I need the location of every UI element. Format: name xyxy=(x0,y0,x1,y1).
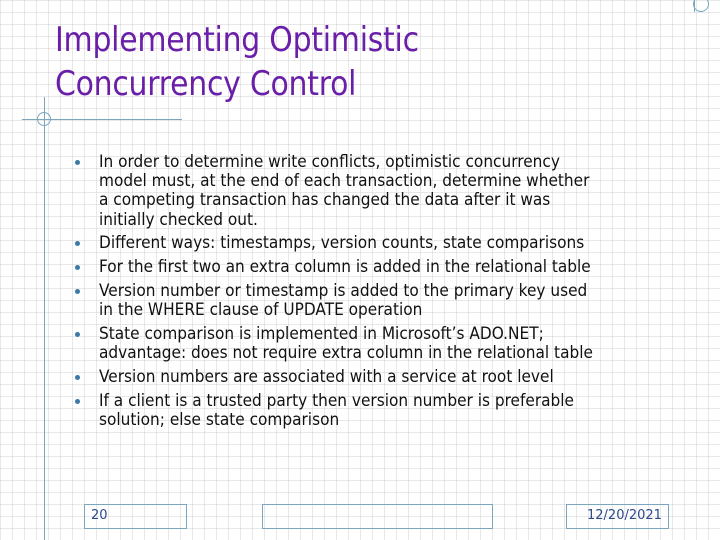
title-line: Concurrency Control xyxy=(55,64,357,104)
bullet-dot-icon xyxy=(75,265,80,270)
bullet-item xyxy=(72,152,712,229)
bullet-dot-icon xyxy=(75,332,80,337)
bullet-list xyxy=(72,152,712,434)
slide-title xyxy=(55,18,583,106)
decorative-vertical-line xyxy=(44,97,45,540)
title-line: Implementing Optimistic xyxy=(55,20,419,60)
bullet-text-line: State comparison is implemented in Microsoft’s ADO.NET; xyxy=(99,324,544,343)
footer-date: 12/20/2021 xyxy=(587,508,662,523)
bullet-item xyxy=(72,233,712,252)
bullet-item xyxy=(72,391,712,429)
bullet-text-line: If a client is a trusted party then version number is preferable xyxy=(99,390,575,410)
page-number: 20 xyxy=(91,508,108,523)
bullet-text-line: solution; else state comparison xyxy=(99,410,340,429)
bullet-item xyxy=(72,257,712,276)
bullet-dot-icon xyxy=(75,160,80,165)
bullet-item xyxy=(72,324,712,362)
bullet-dot-icon xyxy=(75,375,80,380)
decorative-circle xyxy=(37,112,51,126)
bullet-text-line: in the WHERE clause of UPDATE operation xyxy=(99,300,423,320)
bullet-item xyxy=(72,281,712,319)
footer-center-box xyxy=(262,504,493,529)
bullet-text-line: Version numbers are associated with a service at root level xyxy=(99,367,554,386)
bullet-text-line: model must, at the end of each transaction, determine whether xyxy=(99,171,590,191)
bullet-text-line: a competing transaction has changed the data after it was xyxy=(99,190,551,210)
bullet-dot-icon xyxy=(75,399,80,404)
bullet-item xyxy=(72,367,712,386)
bullet-text-line: In order to determine write conflicts, optimistic concurrency xyxy=(99,152,560,171)
bullet-dot-icon xyxy=(75,289,80,294)
bullet-text-line: For the first two an extra column is added in the relational table xyxy=(99,257,591,277)
bullet-text-line: initially checked out. xyxy=(99,209,258,229)
bullet-text-line: advantage: does not require extra column in the relational table xyxy=(99,343,593,363)
bullet-text-line: Version number or timestamp is added to the primary key used xyxy=(99,281,588,300)
bullet-text-line: Different ways: timestamps, version counts, state comparisons xyxy=(99,233,585,253)
bullet-dot-icon xyxy=(75,241,80,246)
decorative-corner-circle xyxy=(693,0,709,12)
